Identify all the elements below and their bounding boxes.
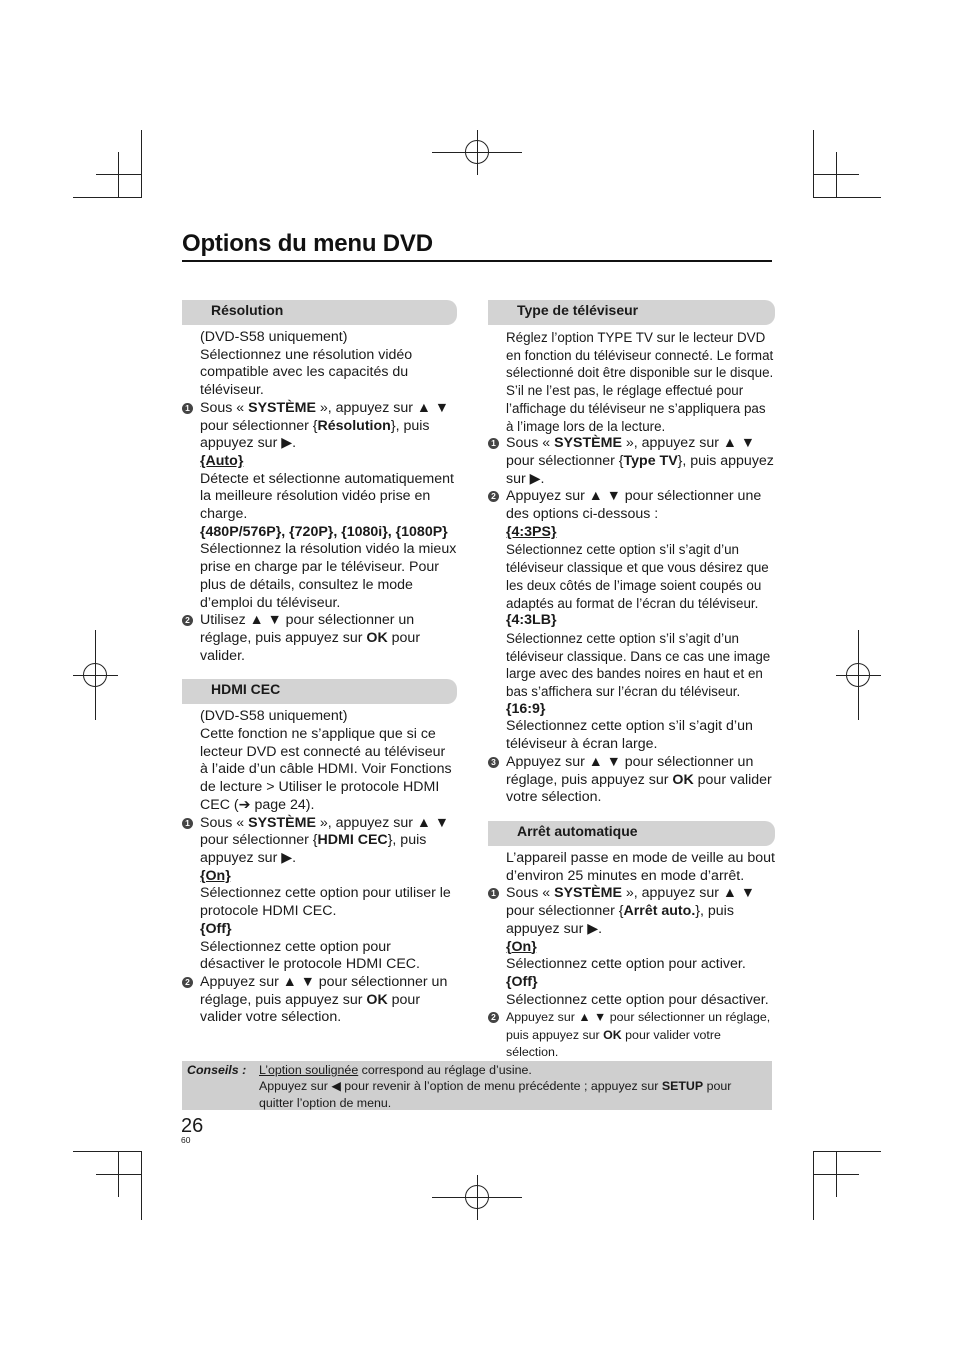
option-on: {On} — [506, 938, 537, 955]
option-4-3ps: {4:3PS} — [506, 523, 557, 540]
option-off: {Off} — [200, 920, 232, 937]
tv-type-step-3: 3 Appuyez sur ▲ ▼ pour sélectionner un réglage, puis appuyez sur OK pour valider votre sélection. — [488, 754, 775, 807]
step-number-1: 1 — [488, 438, 499, 449]
step-number-3: 3 — [488, 757, 499, 768]
auto-off-step-2: 2 Appuyez sur ▲ ▼ pour sélectionner un réglage, puis appuyez sur OK pour valider votre sélection. — [488, 1009, 775, 1062]
option-resolutions: {480P/576P}, {720P}, {1080i}, {1080P} — [200, 523, 448, 540]
option-off-desc: Sélectionnez cette option pour désactiver. — [506, 991, 769, 1008]
step-number-2: 2 — [488, 491, 499, 502]
page-title: Options du menu DVD — [182, 230, 433, 257]
option-auto: {Auto} — [200, 452, 244, 469]
step-number-2: 2 — [182, 977, 193, 988]
title-rule — [182, 260, 772, 262]
page-sub-number: 60 — [181, 1135, 191, 1145]
option-on-desc: Sélectionnez cette option pour activer. — [506, 956, 746, 973]
option-4-3lb-desc: Sélectionnez cette option s’il s’agit d’un téléviseur classique. Dans ce cas une image large avec des bandes noires en haut et en bas s’affichera sur l’écran du téléviseur. — [506, 630, 771, 700]
option-on-desc: Sélectionnez cette option pour utiliser le protocole HDMI CEC. — [200, 885, 451, 920]
option-off: {Off} — [506, 973, 538, 990]
step-number-1: 1 — [182, 403, 193, 414]
resolution-step-1: 1 Sous « SYSTÈME », appuyez sur ▲ ▼ pour sélectionner {Résolution}, puis appuyez sur ▶. — [182, 400, 457, 453]
option-4-3ps-desc: Sélectionnez cette option s’il s’agit d’un téléviseur classique et que vous désirez que les deux côtés de l’image soient coupés ou adaptés au format de l’écran du téléviseur. — [506, 542, 769, 611]
section-heading-resolution: Résolution — [182, 300, 457, 325]
page-number: 26 — [181, 1115, 204, 1137]
step-number-1: 1 — [488, 888, 499, 899]
hdmi-cec-intro: Cette fonction ne s’applique que si ce lecteur DVD est connecté au téléviseur à l’aide d’un câble HDMI. Voir Fonctions de lecture > Utiliser le protocole HDMI CEC (➔ page 24). — [200, 726, 452, 813]
section-heading-auto-off: Arrêt automatique — [488, 821, 775, 846]
option-16-9-desc: Sélectionnez cette option s’il s’agit d’un téléviseur à écran large. — [506, 718, 753, 753]
option-4-3lb: {4:3LB} — [506, 612, 557, 629]
resolution-step-2: 2 Utilisez ▲ ▼ pour sélectionner un réglage, puis appuyez sur OK pour valider. — [182, 612, 457, 665]
auto-off-step-1: 1 Sous « SYSTÈME », appuyez sur ▲ ▼ pour sélectionner {Arrêt auto.}, puis appuyez sur ▶. — [488, 885, 775, 938]
tips-line-1: L’option soulignée correspond au réglage d’usine. — [259, 1063, 532, 1077]
section-heading-tv-type: Type de téléviseur — [488, 300, 775, 325]
model-note: (DVD-S58 uniquement) — [200, 329, 348, 345]
right-column — [488, 300, 775, 1062]
tips-label: Conseils : — [187, 1063, 247, 1077]
hdmi-cec-step-1: 1 Sous « SYSTÈME », appuyez sur ▲ ▼ pour sélectionner {HDMI CEC}, puis appuyez sur ▶. — [182, 815, 457, 868]
step-number-2: 2 — [488, 1012, 499, 1023]
tips-line-2: Appuyez sur ◀ pour revenir à l’option de menu précédente ; appuyez sur SETUP pour quitter l’option de menu. — [259, 1079, 732, 1110]
step-number-2: 2 — [182, 615, 193, 626]
option-on: {On} — [200, 867, 231, 884]
tv-type-step-2: 2 Appuyez sur ▲ ▼ pour sélectionner une des options ci-dessous : — [488, 488, 775, 523]
option-16-9: {16:9} — [506, 700, 546, 717]
option-resolutions-desc: Sélectionnez la résolution vidéo la mieux prise en charge par le téléviseur. Pour plus de détails, consultez le mode d’emploi du téléviseur. — [200, 541, 457, 611]
left-column — [182, 300, 457, 1027]
tips-body — [259, 1062, 764, 1111]
tv-type-step-1: 1 Sous « SYSTÈME », appuyez sur ▲ ▼ pour sélectionner {Type TV}, puis appuyez sur ▶. — [488, 435, 775, 488]
model-note: (DVD-S58 uniquement) — [200, 708, 348, 725]
step-number-1: 1 — [182, 818, 193, 829]
section-heading-hdmi-cec: HDMI CEC — [182, 679, 457, 704]
option-auto-desc: Détecte et sélectionne automatiquement la meilleure résolution vidéo prise en charge. — [200, 470, 454, 523]
tv-type-intro: Réglez l’option TYPE TV sur le lecteur DVD en fonction du téléviseur connecté. Le format sélectionné doit être disponible sur le disque. S’il ne l’est pas, le réglage effectué pour l’affichage du téléviseur ne s’appliquera pas à l’image lors de la lecture. — [506, 330, 774, 434]
resolution-intro: Sélectionnez une résolution vidéo compatible avec les capacités du téléviseur. — [200, 346, 413, 399]
option-off-desc: Sélectionnez cette option pour désactiver le protocole HDMI CEC. — [200, 938, 420, 973]
tips-box — [182, 1061, 772, 1110]
hdmi-cec-step-2: 2 Appuyez sur ▲ ▼ pour sélectionner un réglage, puis appuyez sur OK pour valider votre sélection. — [182, 974, 457, 1027]
auto-off-intro: L’appareil passe en mode de veille au bout d’environ 25 minutes en mode d’arrêt. — [506, 849, 775, 884]
